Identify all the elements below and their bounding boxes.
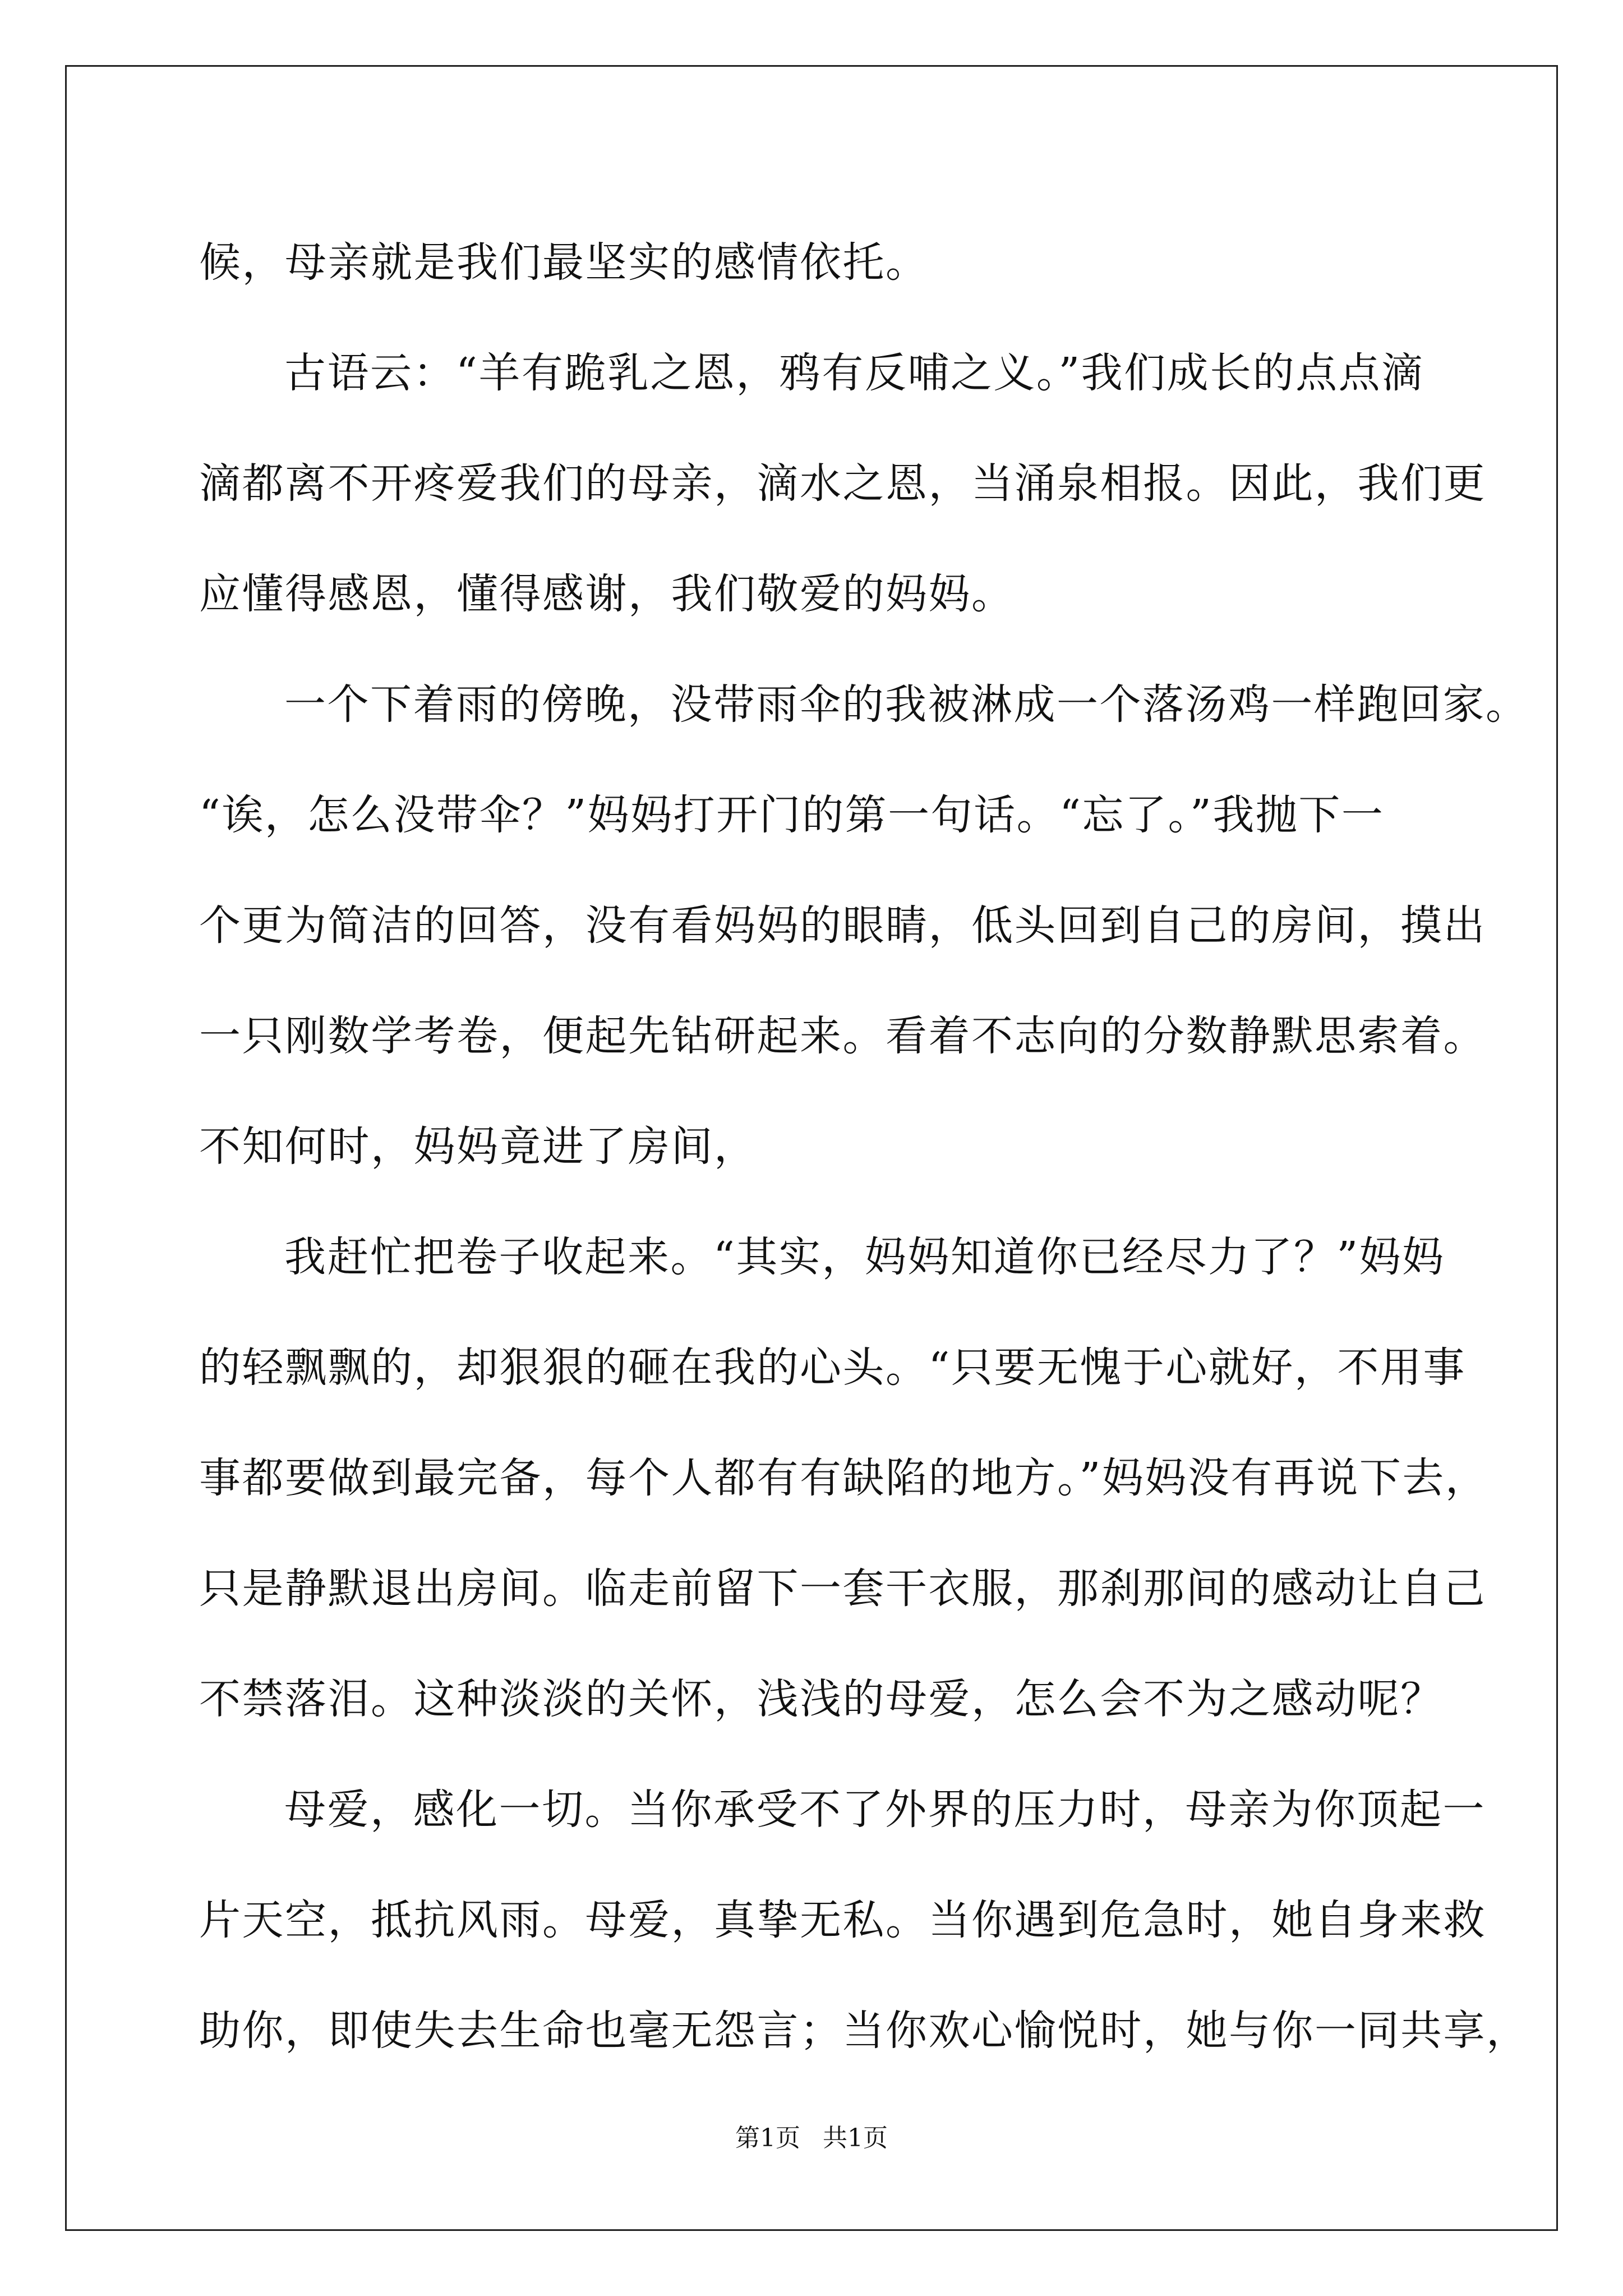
text-line: 一只刚数学考卷，便起先钻研起来。看着不志向的分数静默思索着。 (199, 1012, 1486, 1060)
text-line: 古语云：“羊有跪乳之恩，鸦有反哺之义。”我们成长的点点滴 (284, 349, 1424, 397)
text-line: 只是静默退出房间。临走前留下一套干衣服，那刹那间的感动让自己 (199, 1565, 1486, 1613)
text-line: 助你，即使失去生命也毫无怨言；当你欢心愉悦时，她与你一同共享， (199, 2007, 1529, 2055)
text-line: 母爱，感化一切。当你承受不了外界的压力时，母亲为你顶起一 (284, 1786, 1486, 1834)
text-line: 事都要做到最完备，每个人都有有缺陷的地方。”妈妈没有再说下去， (199, 1454, 1488, 1502)
text-line: 一个下着雨的傍晚，没带雨伞的我被淋成一个落汤鸡一样跑回家。 (284, 680, 1529, 729)
page-number-current: 第1页 (735, 2124, 800, 2152)
text-line: 候，母亲就是我们最坚实的感情依托。 (199, 238, 929, 287)
text-line: 滴都离不开疼爱我们的母亲，滴水之恩，当涌泉相报。因此，我们更 (199, 459, 1486, 508)
page-number-total: 共1页 (823, 2124, 888, 2152)
text-line: 不禁落泪。这种淡淡的关怀，浅浅的母爱，怎么会不为之感动呢？ (199, 1675, 1444, 1723)
text-line: 的轻飘飘的，却狠狠的砸在我的心头。“只要无愧于心就好，不用事 (199, 1343, 1466, 1392)
text-line: 我赶忙把卷子收起来。“其实，妈妈知道你已经尽力了？”妈妈 (284, 1233, 1445, 1281)
page-footer (0, 2118, 1623, 2154)
text-line: 不知何时，妈妈竟进了房间， (199, 1122, 757, 1171)
text-line: 应懂得感恩，懂得感谢，我们敬爱的妈妈。 (199, 570, 1015, 618)
document-body (199, 208, 1529, 2086)
text-line: “诶，怎么没带伞？”妈妈打开门的第一句话。“忘了。”我抛下一 (199, 791, 1385, 839)
text-line: 片天空，抵抗风雨。母爱，真挚无私。当你遇到危急时，她自身来救 (199, 1896, 1486, 1944)
text-line: 个更为简洁的回答，没有看妈妈的眼睛，低头回到自己的房间，摸出 (199, 901, 1486, 950)
